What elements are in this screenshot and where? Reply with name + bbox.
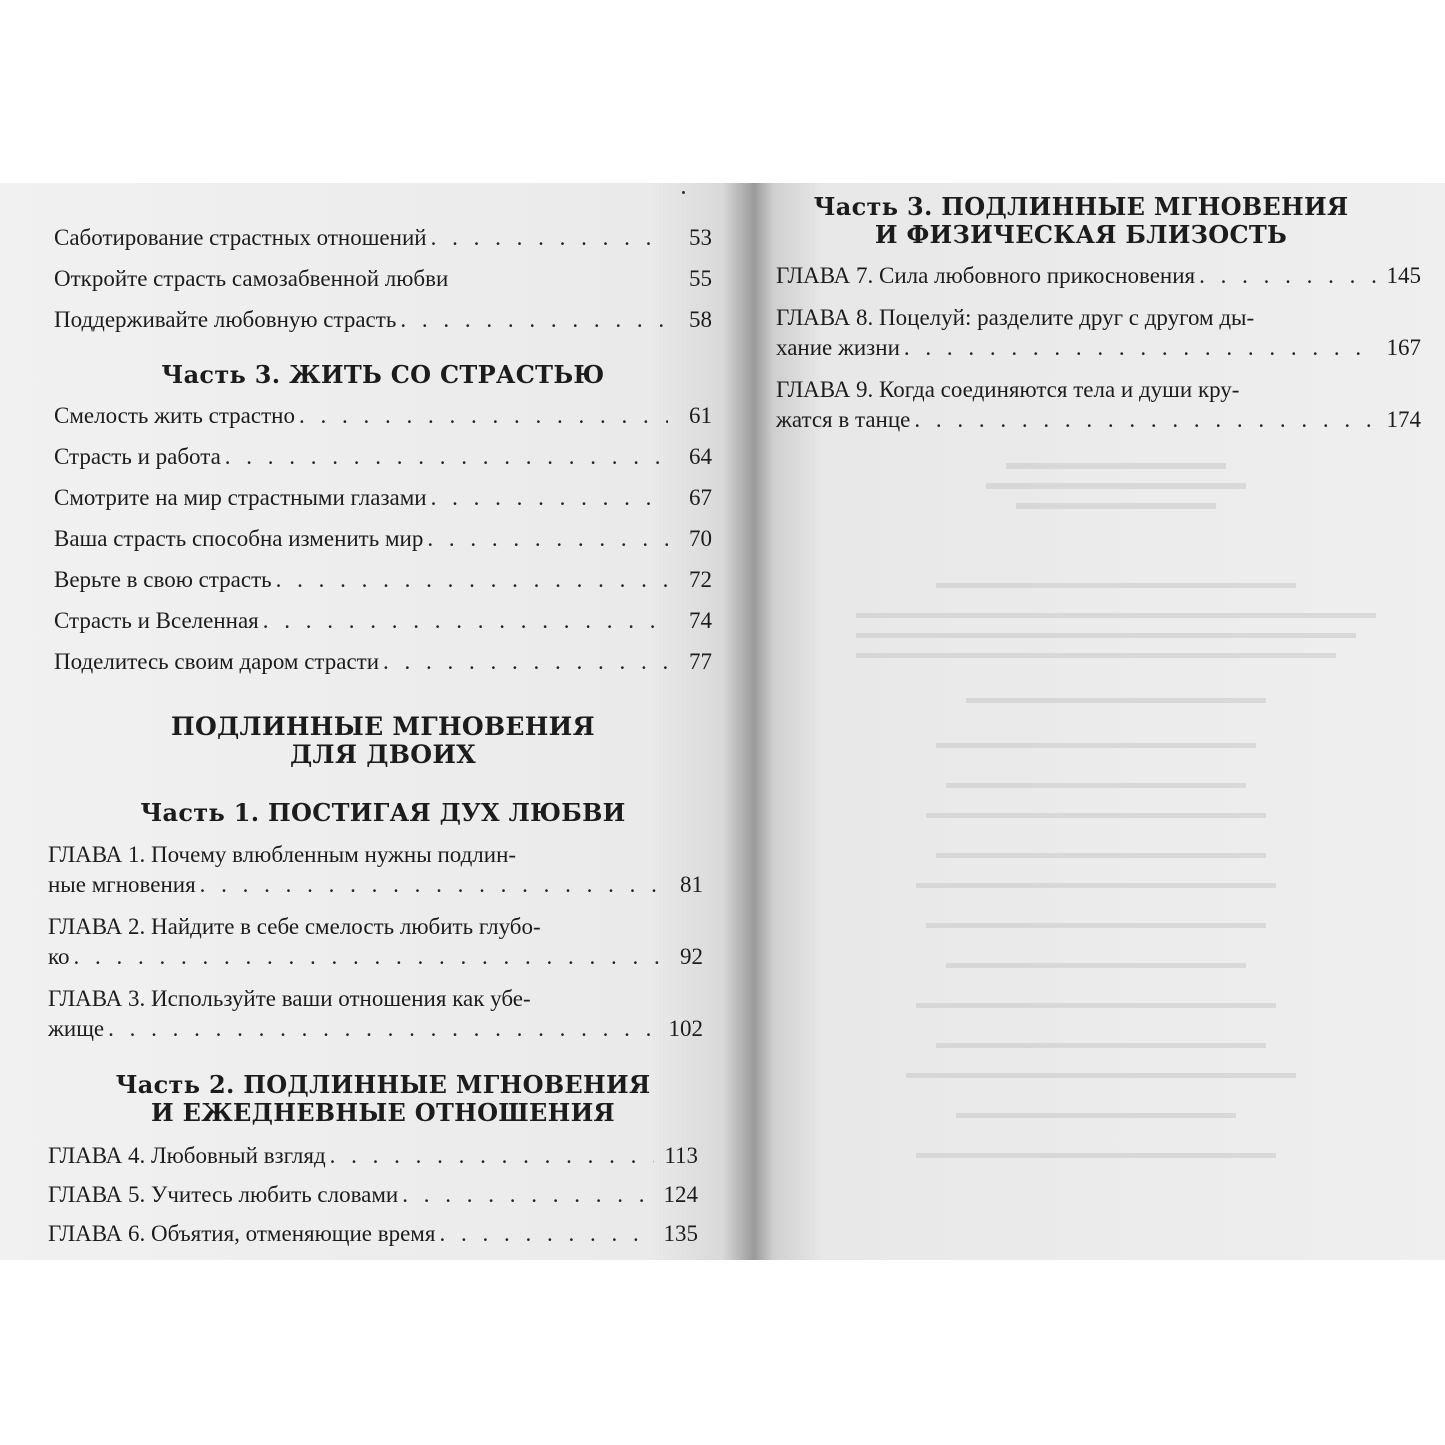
print-speck bbox=[682, 191, 685, 194]
toc-entry: Верьте в свою страсть . . . 72 bbox=[54, 565, 712, 595]
leader-dots bbox=[914, 405, 1377, 435]
part-heading: Часть 1. ПОСТИГАЯ ДУХ ЛЮБВИ bbox=[140, 798, 626, 827]
book-spread bbox=[0, 183, 1445, 1260]
toc-part3-chapters bbox=[776, 261, 1421, 435]
toc-entry: ГЛАВА 6. Объятия, отменяющие время . . . 135 bbox=[48, 1219, 698, 1249]
leader-dots bbox=[276, 565, 668, 595]
show-through-texture bbox=[816, 453, 1416, 1253]
toc-entry: ГЛАВА 5. Учитесь любить словами . . . 124 bbox=[48, 1180, 698, 1210]
toc-entry: Поделитесь своим даром страсти . . . 77 bbox=[54, 647, 712, 677]
leader-dots bbox=[383, 647, 668, 677]
part-heading: Часть 3. ПОДЛИННЫЕ МГНОВЕНИЯ bbox=[813, 192, 1349, 221]
part-heading: Часть 2. ПОДЛИННЫЕ МГНОВЕНИЯ bbox=[115, 1070, 651, 1099]
leader-dots bbox=[1199, 261, 1377, 291]
toc-chapter: ГЛАВА 3. Используйте ваши отношения как убе- жище . . . 102 bbox=[48, 984, 703, 1044]
toc-entry: Саботирование страстных отношений . . . 53 bbox=[54, 223, 712, 253]
toc-entry: Страсть и Вселенная . . . 74 bbox=[54, 606, 712, 636]
leader-dots bbox=[400, 305, 668, 335]
toc-chapter: ГЛАВА 9. Когда соединяются тела и души кру- жатся в танце . . . 174 bbox=[776, 375, 1421, 435]
book-title: ПОДЛИННЫЕ МГНОВЕНИЯ bbox=[171, 712, 595, 741]
leader-dots bbox=[74, 942, 659, 972]
toc-chapter: ГЛАВА 2. Найдите в себе смелость любить глубо- ко . . . 92 bbox=[48, 912, 703, 972]
toc-chapter: ГЛАВА 8. Поцелуй: разделите друг с другом ды- хание жизни . . . 167 bbox=[776, 303, 1421, 363]
part-heading: Часть 3. ЖИТЬ СО СТРАСТЬЮ bbox=[161, 360, 605, 389]
leader-dots bbox=[904, 333, 1377, 363]
toc-entry: ГЛАВА 7. Сила любовного прикосновения . . . 145 bbox=[776, 261, 1421, 291]
part-heading: И ФИЗИЧЕСКАЯ БЛИЗОСТЬ bbox=[874, 220, 1288, 249]
part-heading: И ЕЖЕДНЕВНЫЕ ОТНОШЕНИЯ bbox=[150, 1098, 616, 1127]
part3-heading-block bbox=[776, 193, 1386, 249]
leader-dots bbox=[431, 223, 668, 253]
toc-part2-chapters bbox=[48, 1141, 698, 1249]
toc-part3-entries bbox=[54, 401, 712, 677]
toc-entry: Страсть и работа . . . 64 bbox=[54, 442, 712, 472]
toc-entry: Поддерживайте любовную страсть . . . 58 bbox=[54, 305, 712, 335]
leader-dots bbox=[108, 1014, 659, 1044]
toc-entry: Смелость жить страстно . . . 61 bbox=[54, 401, 712, 431]
leader-dots bbox=[263, 606, 668, 636]
toc-top-entries bbox=[54, 223, 712, 335]
toc-entry: Смотрите на мир страстными глазами . . . 67 bbox=[54, 483, 712, 513]
leader-dots bbox=[200, 870, 659, 900]
leader-dots bbox=[439, 1219, 654, 1249]
leader-dots bbox=[225, 442, 668, 472]
leader-dots bbox=[431, 483, 668, 513]
leader-dots bbox=[330, 1141, 654, 1171]
toc-entry: Ваша страсть способна изменить мир . . . 70 bbox=[54, 524, 712, 554]
toc-entry: ГЛАВА 4. Любовный взгляд . . . 113 bbox=[48, 1141, 698, 1171]
book-title: ДЛЯ ДВОИХ bbox=[290, 740, 476, 769]
toc-part1-chapters bbox=[48, 840, 703, 1044]
right-page bbox=[776, 183, 1421, 1260]
leader-dots bbox=[402, 1180, 654, 1210]
part2-heading-block bbox=[54, 1071, 712, 1127]
leader-dots bbox=[299, 401, 668, 431]
leader-dots bbox=[427, 524, 668, 554]
toc-entry: Откройте страсть самозабвенной любви 55 bbox=[54, 266, 712, 291]
toc-chapter: ГЛАВА 1. Почему влюбленным нужны подлин- ные мгновения . . . 81 bbox=[48, 840, 703, 900]
book-title-block bbox=[54, 713, 712, 769]
left-page bbox=[48, 183, 710, 1260]
